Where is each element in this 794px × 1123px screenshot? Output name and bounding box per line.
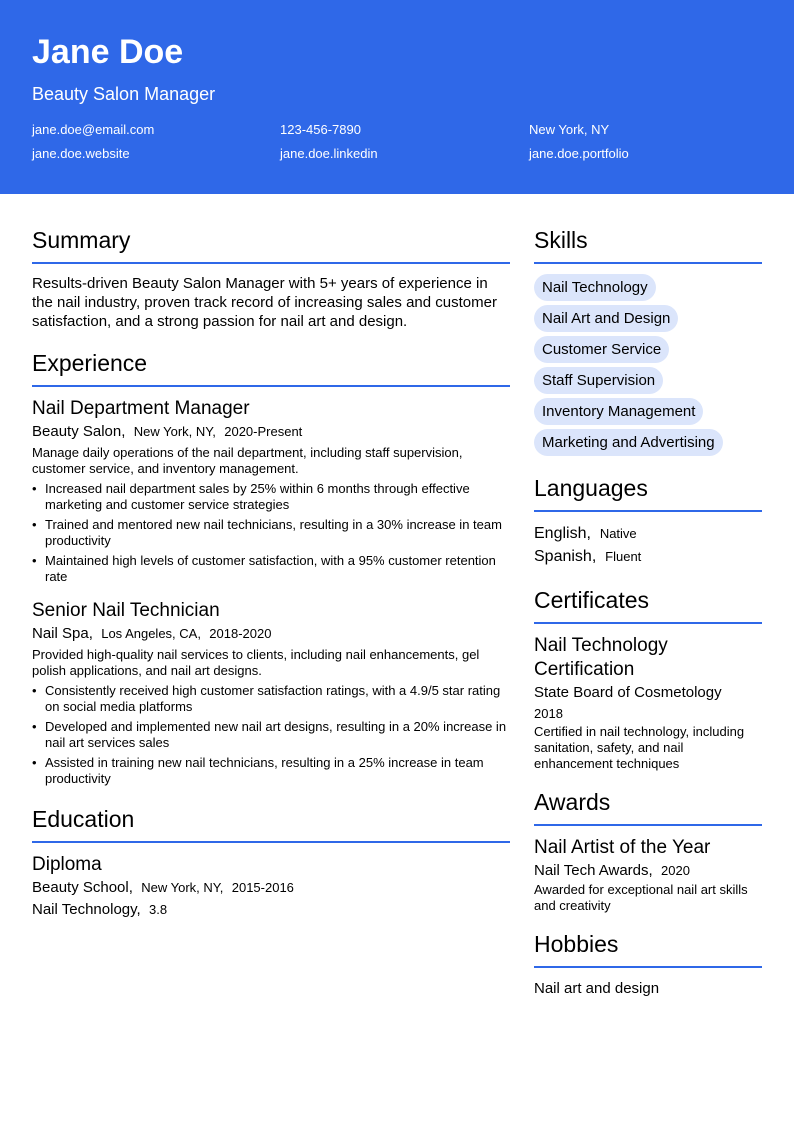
job-meta [32,421,510,443]
email-link[interactable]: jane.doe@email.com [32,122,155,137]
awards-heading: Awards [534,788,762,826]
hobbies-heading: Hobbies [534,930,762,968]
education-gpa: 3.8 [149,902,168,917]
language-name: English, [534,525,591,542]
job-bullets [32,481,510,585]
job-title: Senior Nail Technician [32,600,220,621]
certificates-heading: Certificates [534,586,762,624]
job-bullet: • Trained and mentored new nail technicians, resulting in a 30% increase in team productivity [32,517,510,549]
job-entry [32,599,510,787]
job-bullet: • Increased nail department sales by 25% within 6 months through effective marketing and customer service strategies [32,481,510,513]
education-location: New York, NY, [141,880,224,895]
job-bullet: • Consistently received high customer satisfaction ratings, with a 4.9/5 star rating on social media platforms [32,683,510,715]
certificate-date: 2018 [534,706,563,721]
resume-header [0,0,794,194]
skills-heading: Skills [534,226,762,264]
job-company: Nail Spa, [32,625,93,642]
job-dates: 2020-Present [224,424,303,439]
job-bullet: • Developed and implemented new nail art designs, resulting in a 20% increase in nail art services sales [32,719,510,751]
languages-heading: Languages [534,474,762,512]
award-date: 2020 [661,863,690,878]
education-field-row [32,899,510,921]
skill-tag: Staff Supervision [534,367,663,394]
job-bullets [32,683,510,787]
education-meta [32,877,510,899]
location-text: New York, NY [529,122,610,137]
job-dates: 2018-2020 [209,626,272,641]
phone-number[interactable]: 123-456-7890 [280,122,361,137]
job-bullet: • Assisted in training new nail technicians, resulting in a 25% increase in team productivity [32,755,510,787]
job-location: Los Angeles, CA, [101,626,201,641]
language-level: Fluent [605,549,642,564]
education-degree: Diploma [32,854,102,875]
main-column [32,226,510,921]
job-description: Provided high-quality nail services to clients, including nail enhancements, gel polish applications, and nail art designs. [32,647,480,678]
award-title: Nail Artist of the Year [534,837,711,858]
experience-heading: Experience [32,349,510,387]
hobby-item: Nail art and design [534,980,660,997]
skill-tag: Nail Art and Design [534,305,678,332]
award-description: Awarded for exceptional nail art skills and creativity [534,882,748,913]
job-description: Manage daily operations of the nail department, including staff supervision, customer service, and inventory management. [32,445,463,476]
education-school: Beauty School, [32,879,133,896]
job-location: New York, NY, [133,424,216,439]
skill-tag: Inventory Management [534,398,703,425]
language-name: Spanish, [534,548,597,565]
summary-text: Results-driven Beauty Salon Manager with 5+ years of experience in the nail industry, proven track record of increasing sales and customer satisfaction, and a strong passion for nail art and design. [32,275,497,330]
candidate-title: Beauty Salon Manager [32,84,216,104]
education-field: Nail Technology, [32,901,141,918]
job-title: Nail Department Manager [32,398,250,419]
job-bullet: • Maintained high levels of customer satisfaction, with a 95% customer retention rate [32,553,510,585]
language-item [534,522,762,545]
language-item [534,545,762,568]
certificate-issuer: State Board of Cosmetology [534,684,722,701]
certificate-title: Nail Technology Certification [534,635,668,680]
candidate-name: Jane Doe [32,33,184,71]
skill-tag: Nail Technology [534,274,656,301]
website-link[interactable]: jane.doe.website [32,146,130,161]
award-meta [534,860,762,882]
skill-tag: Customer Service [534,336,669,363]
summary-heading: Summary [32,226,510,264]
award-issuer: Nail Tech Awards, [534,862,653,879]
education-dates: 2015-2016 [231,880,294,895]
job-meta [32,623,510,645]
linkedin-link[interactable]: jane.doe.linkedin [280,146,378,161]
skill-tag: Marketing and Advertising [534,429,723,456]
language-level: Native [599,526,637,541]
education-heading: Education [32,805,510,843]
job-entry [32,397,510,585]
portfolio-link[interactable]: jane.doe.portfolio [529,146,629,161]
certificate-description: Certified in nail technology, including sanitation, safety, and nail enhancement techniques [534,724,745,771]
job-company: Beauty Salon, [32,423,126,440]
side-column [534,226,762,1000]
